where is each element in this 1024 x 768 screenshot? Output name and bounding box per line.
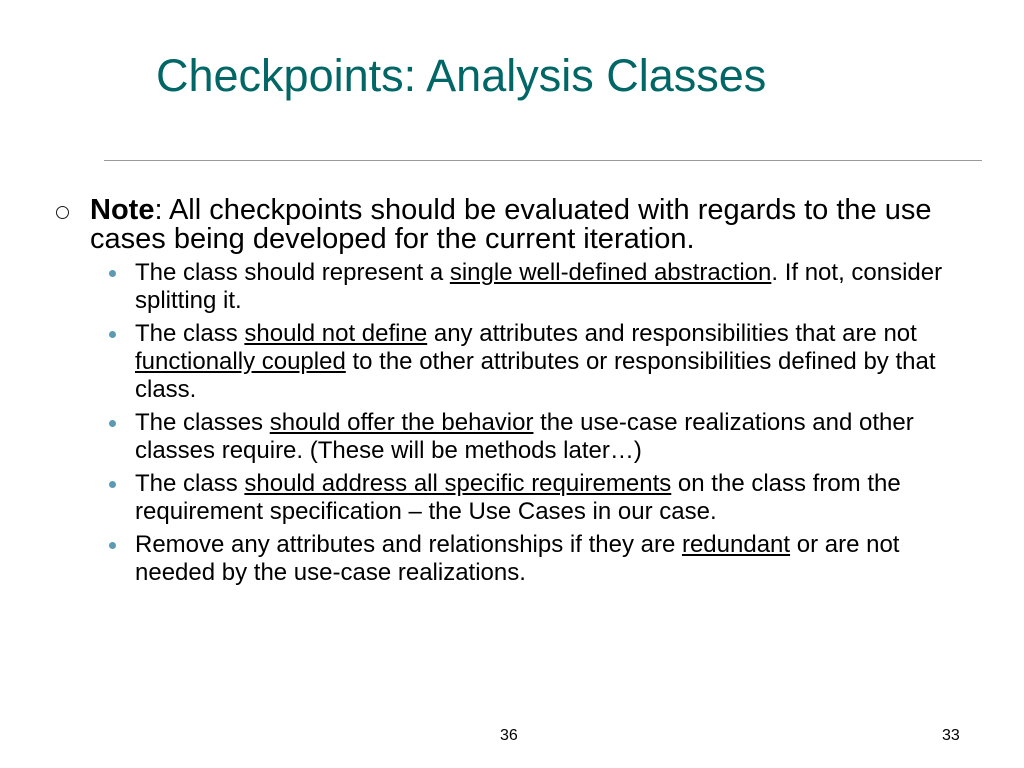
checkpoint-text: any attributes and responsibilities that are not	[427, 320, 917, 347]
checkpoint-emphasis: redundant	[681, 531, 791, 558]
checkpoint-text: . If not, consider splitting it.	[135, 259, 943, 314]
checkpoint-item	[90, 320, 980, 404]
checkpoint-text: on the class from the requirement specification – the Use Cases in our case.	[135, 470, 901, 525]
checkpoint-text: to the other attributes or responsibilities defined by that class.	[135, 348, 936, 403]
ring-bullet-icon	[56, 206, 69, 219]
checkpoint-text: The class	[135, 320, 245, 347]
dot-bullet-icon	[109, 270, 116, 277]
note-label: Note	[90, 194, 155, 226]
note-text: : All checkpoints should be evaluated with regards to the use cases being developed for the current iteration.	[90, 194, 932, 255]
checkpoint-text: or are not needed by the use-case realizations.	[135, 531, 900, 586]
footer-center-number: 36	[500, 727, 518, 744]
checkpoint-emphasis: should offer the behavior	[269, 409, 534, 436]
checkpoint-text: the use-case realizations and other classes require. (These will be methods later…)	[135, 409, 914, 464]
note-item	[50, 196, 980, 587]
dot-bullet-icon	[109, 331, 116, 338]
slide-title: Checkpoints: Analysis Classes	[156, 50, 767, 101]
checkpoint-item	[90, 259, 980, 315]
slide-number: 33	[942, 727, 960, 744]
checkpoint-emphasis: should not define	[244, 320, 428, 347]
checkpoint-list	[90, 259, 980, 587]
checkpoint-emphasis: single well-defined abstraction	[449, 259, 772, 286]
title-divider	[104, 160, 982, 161]
checkpoint-emphasis: functionally coupled	[135, 348, 346, 375]
checkpoint-text: Remove any attributes and relationships if they are	[135, 531, 682, 558]
checkpoint-item	[90, 409, 980, 465]
checkpoint-item	[90, 470, 980, 526]
checkpoint-text: The class	[135, 470, 245, 497]
slide-content	[50, 196, 980, 592]
dot-bullet-icon	[109, 542, 116, 549]
checkpoint-emphasis: should address all specific requirements	[244, 470, 672, 497]
dot-bullet-icon	[109, 420, 116, 427]
dot-bullet-icon	[109, 481, 116, 488]
checkpoint-text: The class should represent a	[135, 259, 450, 286]
checkpoint-text: The classes	[135, 409, 270, 436]
checkpoint-item	[90, 531, 980, 587]
